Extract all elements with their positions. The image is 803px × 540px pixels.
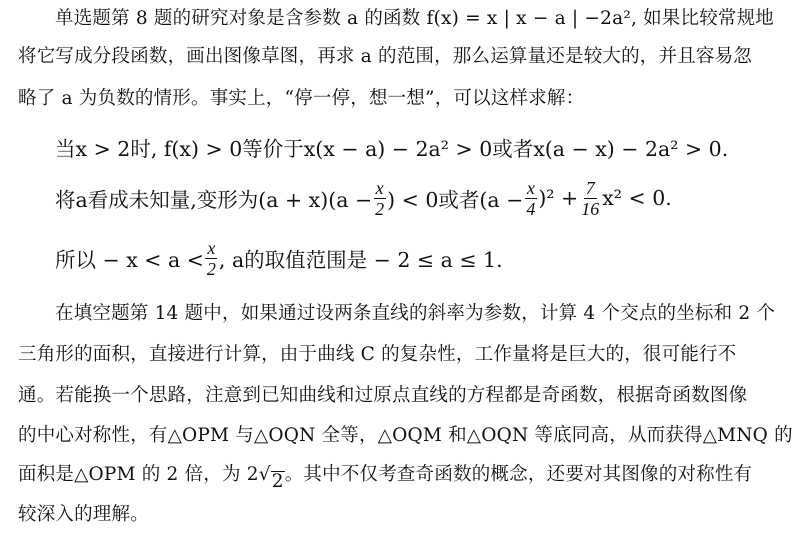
equation-2-middle: ) < 0或者(a − — [387, 188, 524, 212]
paragraph2-line5 — [18, 458, 793, 492]
fraction-numerator: 7 — [585, 177, 595, 198]
equation-2-fraction-3 — [579, 178, 601, 219]
paragraph2-line5-suffix: 。其中不仅考查奇函数的概念，还要对其图像的对称性有 — [284, 464, 753, 485]
fraction-denominator: 2 — [206, 258, 216, 279]
radicand: 2 — [271, 471, 284, 492]
equation-3-prefix: 所以 − x < a < — [55, 248, 204, 272]
equation-2-fraction-2 — [524, 178, 537, 219]
equation-2-suffix: x² < 0. — [602, 186, 672, 210]
paragraph1-line1: 单选题第 8 题的研究对象是含参数 a 的函数 f(x) = x | x − a | −2a², 如果比较常规地 — [55, 8, 775, 29]
equation-2-middle-2: )² + — [538, 186, 579, 210]
equation-2-fraction-1 — [373, 178, 386, 219]
equation-2 — [55, 172, 672, 224]
paragraph1-line3: 略了 a 为负数的情形。事实上，“停一停，想一想”，可以这样求解： — [18, 88, 585, 109]
paragraph1-line2: 将它写成分段函数，画出图像草图，再求 a 的范围，那么运算量还是较大的，并且容易忽 — [18, 46, 752, 67]
fraction-numerator: x — [375, 177, 384, 198]
paragraph2-line2: 三角形的面积，直接进行计算，由于曲线 C 的复杂性，工作量将是巨大的，很可能行不 — [18, 344, 737, 365]
equation-1-text: 当x > 2时, f(x) > 0等价于x(x − a) − 2a² > 0或者x(a − x) − 2a² > 0. — [55, 137, 729, 161]
fraction-denominator: 4 — [526, 198, 536, 219]
fraction-denominator: 16 — [581, 198, 600, 219]
fraction-numerator: x — [526, 177, 535, 198]
paragraph2-line4: 的中心对称性，有△OPM 与△OQN 全等，△OQM 和△OQN 等底同高，从而获得△MNQ 的 — [18, 425, 793, 446]
paragraph2-line1: 在填空题第 14 题中，如果通过设两条直线的斜率为参数，计算 4 个交点的坐标和 2 个 — [55, 303, 776, 324]
radical-sign: √ — [258, 464, 271, 485]
equation-2-prefix: 将a看成未知量,变形为(a + x)(a − — [55, 188, 373, 212]
square-root — [259, 458, 285, 492]
equation-3-suffix: , a的取值范围是 − 2 ≤ a ≤ 1. — [218, 248, 503, 272]
fraction-denominator: 2 — [375, 198, 385, 219]
paragraph2-line5-prefix: 面积是△OPM 的 2 倍，为 2 — [18, 464, 259, 485]
paragraph2-line6: 较深入的理解。 — [18, 504, 149, 525]
paragraph2-line3: 通。若能换一个思路，注意到已知曲线和过原点直线的方程都是奇函数，根据奇函数图像 — [18, 385, 748, 406]
fraction-numerator: x — [207, 237, 216, 258]
equation-3-fraction — [205, 238, 218, 279]
equation-3 — [55, 232, 503, 284]
equation-1 — [55, 130, 728, 164]
